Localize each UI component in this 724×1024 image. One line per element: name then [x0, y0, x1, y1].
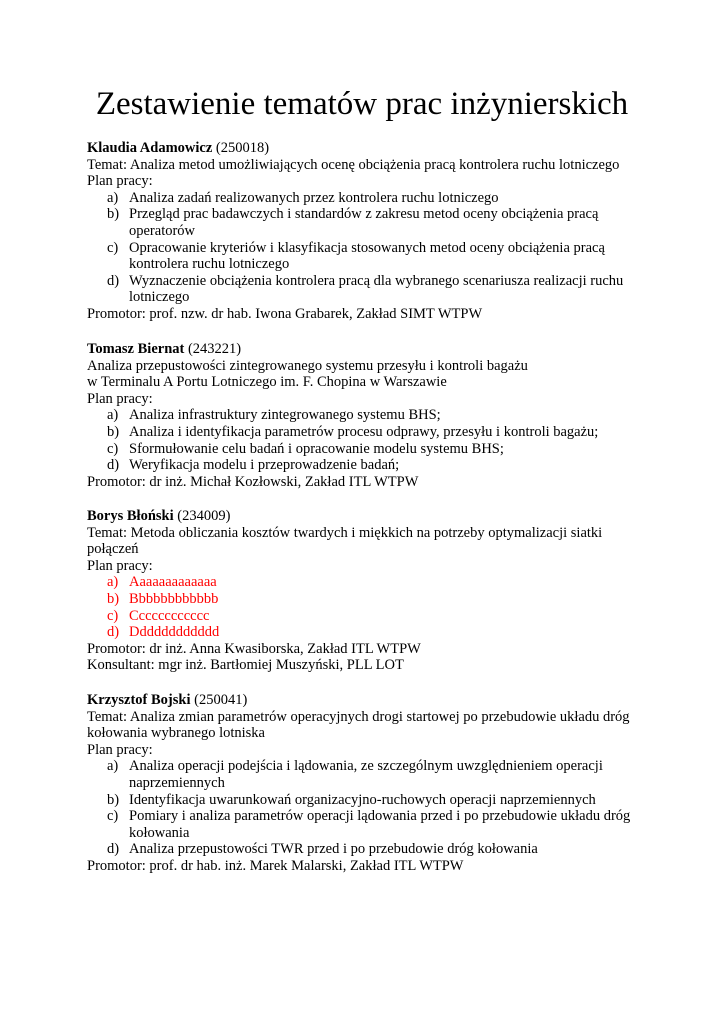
plan-item-text: Bbbbbbbbbbbb [129, 590, 219, 607]
plan-item [87, 424, 647, 441]
topic-line: w Terminalu A Portu Lotniczego im. F. Chopina w Warszawie [87, 374, 447, 391]
plan-item-text: Analiza operacji podejścia i lądowania, ze szczególnym uwzględnieniem operacji naprzemiennych [129, 758, 603, 791]
plan-label: Plan pracy: [87, 173, 153, 190]
student-line [87, 508, 647, 525]
thesis-entry [87, 341, 647, 490]
plan-item-marker: a) [107, 189, 119, 206]
plan-item [87, 273, 647, 306]
plan-item-text: Aaaaaaaaaaaaa [129, 574, 217, 591]
student-id: (250041) [190, 692, 248, 708]
plan-item-marker: d) [107, 457, 120, 474]
plan-item [87, 624, 647, 641]
plan-item-text: Weryfikacja modelu i przeprowadzenie badań; [129, 457, 400, 474]
student-line [87, 140, 647, 157]
topic-line: Analiza przepustowości zintegrowanego systemu przesyłu i kontroli bagażu [87, 357, 528, 374]
plan-item-marker: c) [107, 239, 119, 256]
plan-item-marker: b) [107, 423, 120, 440]
plan-item [87, 240, 647, 273]
plan-item [87, 591, 647, 608]
plan-item-marker: a) [107, 407, 119, 424]
plan-item [87, 608, 647, 625]
plan-item [87, 206, 647, 239]
plan-item-marker: d) [107, 841, 120, 858]
topic-line: kołowania wybranego lotniska [87, 725, 265, 742]
student-id: (243221) [184, 341, 242, 357]
plan-item-marker: d) [107, 272, 120, 289]
plan-item-marker: c) [107, 607, 119, 624]
plan-item-text: Analiza i identyfikacja parametrów procesu odprawy, przesyłu i kontroli bagażu; [129, 423, 599, 440]
plan-item-text: Dddddddddddd [129, 624, 220, 641]
student-id: (250018) [212, 140, 270, 156]
student-line [87, 341, 647, 358]
plan-item-text: Pomiary i analiza parametrów operacji lądowania przed i po przebudowie układu dróg kołowania [129, 808, 631, 841]
student-id: (234009) [173, 508, 231, 524]
topic-line: połączeń [87, 541, 139, 558]
plan-item [87, 792, 647, 809]
plan-item-marker: c) [107, 808, 119, 825]
consultant-line: Konsultant: mgr inż. Bartłomiej Muszyński, PLL LOT [87, 657, 404, 674]
plan-item [87, 190, 647, 207]
plan-label: Plan pracy: [87, 390, 153, 407]
plan-item-text: Przegląd prac badawczych i standardów z zakresu metod oceny obciążenia pracą operatorów [129, 206, 599, 239]
promotor-line: Promotor: dr inż. Anna Kwasiborska, Zakład ITL WTPW [87, 640, 421, 657]
plan-item [87, 841, 647, 858]
plan-item-text: Analiza zadań realizowanych przez kontrolera ruchu lotniczego [129, 189, 499, 206]
plan-item-text: Cccccccccccc [129, 607, 210, 624]
plan-item [87, 758, 647, 791]
topic-line: Temat: Analiza zmian parametrów operacyjnych drogi startowej po przebudowie układu dróg [87, 708, 630, 725]
thesis-entry [87, 508, 647, 674]
plan-item-marker: b) [107, 590, 120, 607]
topic-line: Temat: Metoda obliczania kosztów twardych i miękkich na potrzeby optymalizacji siatki [87, 524, 603, 541]
plan-item-marker: b) [107, 206, 120, 223]
plan-item [87, 457, 647, 474]
plan-item-text: Sformułowanie celu badań i opracowanie modelu systemu BHS; [129, 440, 504, 457]
plan-item-text: Identyfikacja uwarunkowań organizacyjno-ruchowych operacji naprzemiennych [129, 791, 596, 808]
student-line [87, 692, 647, 709]
thesis-entry [87, 692, 647, 875]
plan-item-marker: d) [107, 624, 120, 641]
student-name: Borys Błoński [87, 508, 174, 524]
plan-item-text: Opracowanie kryteriów i klasyfikacja stosowanych metod oceny obciążenia pracą kontrolera ruchu lotniczego [129, 239, 605, 273]
plan-list [87, 407, 647, 473]
plan-label: Plan pracy: [87, 741, 153, 758]
plan-item [87, 808, 647, 841]
student-name: Krzysztof Bojski [87, 692, 191, 708]
plan-item [87, 407, 647, 424]
promotor-line: Promotor: dr inż. Michał Kozłowski, Zakład ITL WTPW [87, 473, 419, 490]
plan-item-text: Analiza infrastruktury zintegrowanego systemu BHS; [129, 407, 441, 424]
plan-item-marker: c) [107, 440, 119, 457]
plan-item-marker: a) [107, 574, 119, 591]
plan-item-text: Analiza przepustowości TWR przed i po przebudowie dróg kołowania [129, 841, 538, 858]
promotor-line: Promotor: prof. nzw. dr hab. Iwona Grabarek, Zakład SIMT WTPW [87, 305, 483, 322]
student-name: Klaudia Adamowicz [87, 140, 213, 156]
plan-list [87, 758, 647, 858]
promotor-line: Promotor: prof. dr hab. inż. Marek Malarski, Zakład ITL WTPW [87, 857, 464, 874]
plan-list [87, 190, 647, 306]
plan-list [87, 574, 647, 640]
topic-line: Temat: Analiza metod umożliwiających ocenę obciążenia pracą kontrolera ruchu lotniczego [87, 156, 620, 173]
plan-item [87, 441, 647, 458]
plan-item-text: Wyznaczenie obciążenia kontrolera pracą dla wybranego scenariusza realizacji ruchu lotniczego [129, 272, 624, 306]
document-title: Zestawienie tematów prac inżynierskich [95, 86, 629, 122]
plan-item [87, 574, 647, 591]
thesis-entry [87, 140, 647, 323]
plan-item-marker: a) [107, 758, 119, 775]
student-name: Tomasz Biernat [87, 341, 185, 357]
plan-item-marker: b) [107, 791, 120, 808]
plan-label: Plan pracy: [87, 557, 153, 574]
